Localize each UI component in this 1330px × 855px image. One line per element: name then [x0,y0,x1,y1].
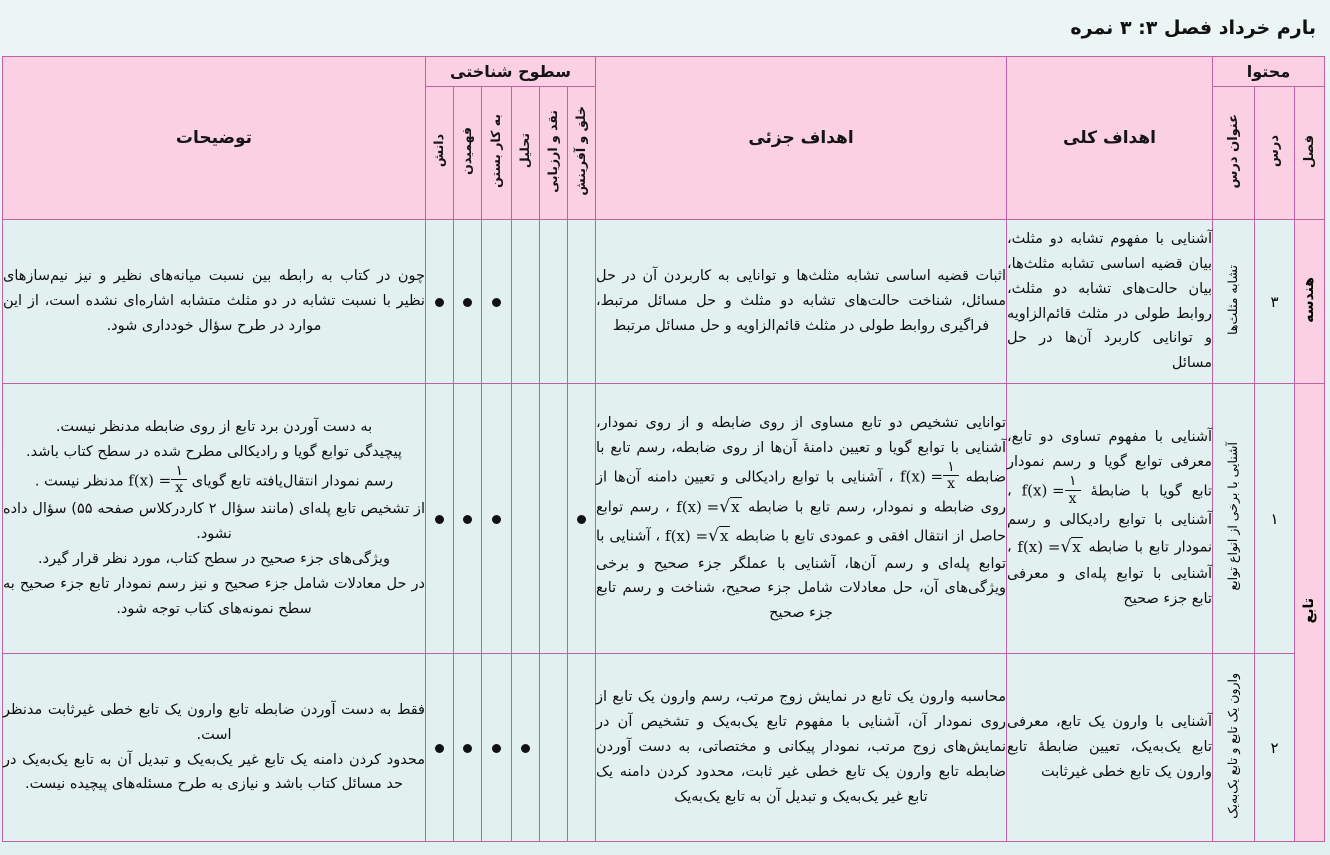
row-level-evaluating [540,654,568,842]
detail-text-part-3: ، رسم توابع حاصل از انتقال افقی و عمودی تابع با ضابطه [596,499,1007,545]
level-dot [463,744,472,753]
row-level-applying [482,384,512,654]
explanation-line-4: از تشخیص تابع پله‌ای (مانند سؤال ۲ کاردرکلاس صفحه ۵۵) سؤال داده نشود. [2,501,425,543]
table-row [2,384,1324,654]
level-dot [549,744,558,753]
row-detailed-objectives: اثبات قضیه اساسی تشابه مثلث‌ها و توانایی به کاربردن آن در حل مسائل، شناخت حالت‌های تشابه دو مثلث و حل مسائل مرتبط، فراگیری روابط طولی در مثلث قائم‌الزاویه و حل مسائل مرتبط [596,220,1007,384]
table-header-group-row [2,57,1324,87]
row-chapter-label: تابع [1301,597,1318,624]
formula-one-over-x: f(x) = $\frac{۱}{x}$ [900,461,959,493]
detail-text-part-1: توانایی تشخیص دو تابع مساوی از روی ضابطه و از روی نمودار، آشنایی با توابع گویا و تعیین دامنهٔ آن‌ها از روی ضابطه، رسم تابع با ضابطه [596,414,1007,485]
row-detailed-objectives [596,384,1007,654]
explanation-line-3 [3,462,425,497]
curriculum-table [2,56,1325,842]
level-dot [492,744,501,753]
header-level-knowledge [425,87,453,220]
detail-text-part-2: ، آشنایی با توابع رادیکالی و تعیین دامنه آن‌ها از روی ضابطه و نمودار، رسم تابع با ضابطه [596,468,1007,516]
explanation-line-2: پیچیدگی توابع گویا و رادیکالی مطرح شده در سطح کتاب باشد. [26,443,402,460]
row-level-evaluating [540,384,568,654]
level-dot [577,515,586,524]
header-chapter [1295,87,1325,220]
row-lesson-number: ۱ [1255,384,1295,654]
row-level-knowledge [425,384,453,654]
level-dot [521,515,530,524]
header-detailed-objectives: اهداف جزئی [596,57,1007,220]
row-level-creating [568,654,596,842]
formula-sqrt-x-2: f(x) =√x [665,526,729,547]
header-group-content: محتوا [1213,57,1325,87]
level-dot [521,298,530,307]
row-lesson-title-label: آشنایی با برخی از انواع توابع [1225,442,1241,591]
table-row [2,220,1324,384]
header-group-cognitive-levels: سطوح شناختی [425,57,595,87]
title-bar [0,0,1330,56]
header-level-understanding-label: فهمیدن [459,127,475,175]
row-lesson-title [1213,220,1255,384]
row-explanations [2,384,425,654]
row-level-creating [568,220,596,384]
level-dot [463,515,472,524]
row-general-objectives [1007,384,1213,654]
header-level-evaluating-label: نقد و ارزیابی [545,109,561,193]
header-level-creating [568,87,596,220]
row-level-knowledge [425,654,453,842]
row-lesson-title [1213,384,1255,654]
row-explanations: چون در کتاب به رابطه بین نسبت میانه‌های نظیر و نیز نیم‌سازهای نظیر با نسبت تشابه در دو مثلث متشابه اشاره‌ای نشده است، از این موارد در طرح سؤال خودداری شود. [2,220,425,384]
header-level-analyzing-label: تحلیل [517,133,533,169]
explanation-line-1: به دست آوردن برد تابع از روی ضابطه مدنظر نیست. [55,418,373,435]
formula-one-over-x: f(x) = $\frac{۱}{x}$ [1022,475,1081,507]
level-dot [521,744,530,753]
header-lesson-title-label: عنوان درس [1226,113,1241,189]
row-chapter [1295,220,1325,384]
row-lesson-title [1213,654,1255,842]
explanation-line-3-post: مدنظر نیست . [34,473,124,490]
row-level-understanding [454,654,482,842]
header-chapter-label: فصل [1302,134,1317,168]
row-lesson-title-label: وارون یک تابع و تابع یک‌به‌یک [1225,672,1241,819]
row-level-analyzing [512,384,540,654]
header-explanations: توضیحات [2,57,425,220]
formula-sqrt-x: f(x) =√x [1017,536,1081,557]
level-dot [577,744,586,753]
row-detailed-objectives: محاسبه وارون یک تابع در نمایش زوج مرتب، رسم وارون یک تابع از روی نمودار آن، آشنایی با مفهوم تابع یک‌به‌یک و تشخیص آن در نمایش‌های زوج مرتب، نمودار پیکانی و مختصاتی، به دست آوردن ضابطه تابع وارون یک تابع خطی غیر ثابت، محدود کردن دامنه یک تابع غیر یک‌به‌یک و تبدیل آن به تابع یک‌به‌یک [596,654,1007,842]
row-level-applying [482,220,512,384]
explanation-line-3-pre: رسم نمودار انتقال‌یافته تابع گویای [191,473,394,490]
row-lesson-title-label: تشابه مثلث‌ها [1225,264,1241,335]
explanation-line-5: ویژگی‌های جزء صحیح در سطح کتاب، مورد نظر قرار گیرد. [38,551,390,568]
row-lesson-number: ۲ [1255,654,1295,842]
level-dot [577,298,586,307]
row-general-objectives: آشنایی با وارون یک تابع، معرفی تابع یک‌به‌یک، تعیین ضابطهٔ تابع وارون یک تابع خطی غیرثابت [1007,654,1213,842]
level-dot [549,515,558,524]
row-level-creating [568,384,596,654]
row-level-knowledge [425,220,453,384]
general-text-part-1: آشنایی با مفهوم تساوی دو تابع، معرفی توابع گویا و رسم نمودار تابع گویا با ضابطهٔ [1007,429,1213,500]
general-text-part-2: ، آشنایی با توابع رادیکالی و رسم نمودار تابع با ضابطه [1007,483,1212,556]
row-general-objectives: آشنایی با مفهوم تشابه دو مثلث، بیان قضیه اساسی تشابه مثلث‌ها، بیان حالت‌های تشابه دو مثلث، روابط طولی در مثلث قائم‌الزاویه و توانایی کاربرد آن‌ها در حل مسائل [1007,220,1213,384]
header-lesson [1255,87,1295,220]
header-level-knowledge-label: دانش [431,134,447,168]
level-dot [492,515,501,524]
header-level-applying [482,87,512,220]
header-level-evaluating [540,87,568,220]
row-chapter-label: هندسه [1301,276,1318,323]
header-lesson-title [1213,87,1255,220]
formula-one-over-x: f(x) = $\frac{۱}{x}$ [128,465,187,497]
row-explanations [2,654,425,842]
explanation-line-2: محدود کردن دامنه یک تابع غیر یک‌به‌یک و تبدیل آن به تابع یک‌به‌یک در حد مسائل کتاب باشد و نیازی به طرح مسئله‌های پیچیده نیست. [2,751,425,793]
level-dot [463,298,472,307]
page-title: بارم خرداد فصل ۳: ۳ نمره [1070,17,1316,39]
header-level-applying-label: به کار بستن [488,114,504,188]
general-text-part-3: ، آشنایی با توابع پله‌ای و معرفی تابع جزء صحیح [1007,539,1212,607]
table-row [2,654,1324,842]
level-dot [435,515,444,524]
row-level-analyzing [512,220,540,384]
row-level-applying [482,654,512,842]
header-lesson-label: درس [1267,134,1282,168]
row-level-understanding [454,384,482,654]
row-lesson-number: ۳ [1255,220,1295,384]
row-level-understanding [454,220,482,384]
explanation-line-6: در حل معادلات شامل جزء صحیح و نیز رسم نمودار تابع جزء صحیح به سطح نمونه‌های کتاب توجه شود. [2,576,425,618]
header-level-creating-label: خلق و آفرینش [573,106,589,196]
level-dot [435,744,444,753]
formula-sqrt-x: f(x) =√x [676,497,740,518]
row-level-evaluating [540,220,568,384]
header-level-understanding [454,87,482,220]
level-dot [549,298,558,307]
explanation-line-1: فقط به دست آوردن ضابطه تابع وارون یک تابع خطی غیرثابت مدنظر است. [2,701,425,743]
level-dot [492,298,501,307]
detail-text-part-4: ، آشنایی با توابع پله‌ای و رسم آن‌ها، آشنایی با عملگر جزء صحیح و برخی ویژگی‌های آن، حل معادلات شامل جزء صحیح، شناخت و رسم تابع جزء صحیح [596,528,1006,622]
row-level-analyzing [512,654,540,842]
header-level-analyzing [512,87,540,220]
header-general-objectives: اهداف کلی [1007,57,1213,220]
level-dot [435,298,444,307]
row-chapter [1295,384,1325,842]
